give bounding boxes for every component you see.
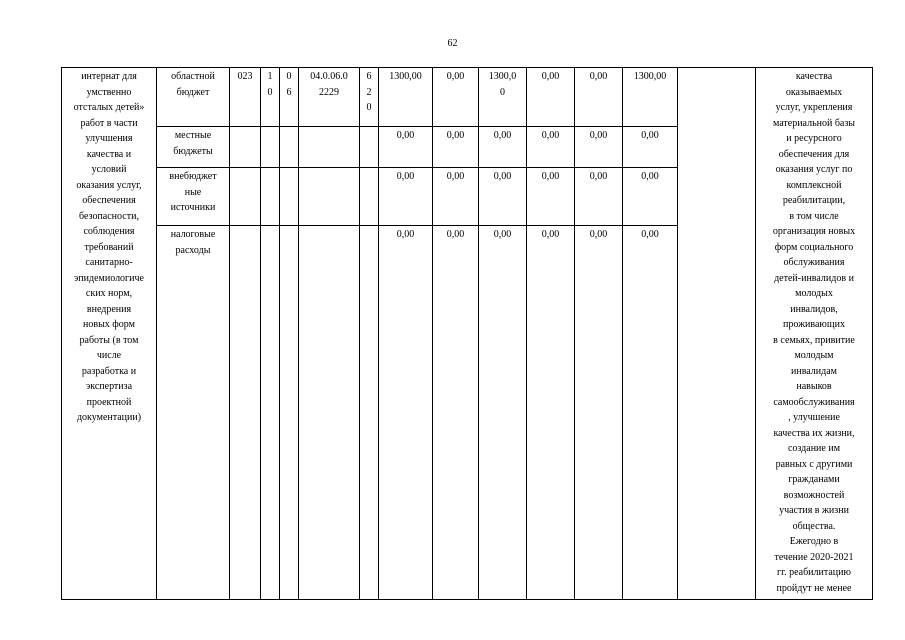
code-csr [299, 226, 360, 600]
amount-year-3: 0,00 [527, 168, 575, 226]
amount-year-5: 0,00 [623, 127, 678, 168]
amount-year-5: 0,00 [623, 168, 678, 226]
code-grbs: 023 [230, 68, 261, 127]
code-grbs [230, 127, 261, 168]
amount-year-4: 0,00 [575, 168, 623, 226]
amount-year-5: 0,00 [623, 226, 678, 600]
amount-year-1: 0,00 [433, 68, 479, 127]
code-rz [261, 168, 280, 226]
funding-source: внебюджет ные источники [157, 168, 230, 226]
amount-year-4: 0,00 [575, 68, 623, 127]
code-grbs [230, 226, 261, 600]
amount-year-4: 0,00 [575, 127, 623, 168]
code-csr [299, 168, 360, 226]
budget-table [61, 67, 873, 600]
amount-year-3: 0,00 [527, 68, 575, 127]
funding-source: налоговые расходы [157, 226, 230, 600]
code-vr [360, 168, 379, 226]
executor-cell [678, 68, 756, 600]
code-grbs [230, 168, 261, 226]
amount-year-5: 1300,00 [623, 68, 678, 127]
amount-total: 0,00 [379, 127, 433, 168]
code-pr [280, 127, 299, 168]
measure-description: интернат для умственно отсталых детей» работ в части улучшения качества и условий оказания услуг, обеспечения безопасности, соблюдения требований санитарно- эпидемиологиче ских норм, внедрения новых форм работы (в том числе разработка и экспертиза проектной документации) [62, 68, 157, 600]
code-vr: 6 2 0 [360, 68, 379, 127]
expected-result: качества оказываемых услуг, укрепления материальной базы и ресурсного обеспечения для оказания услуг по комплексной реабилитации, в том числе организация новых форм социального обслуживания детей-инвалидов и молодых инвалидов, проживающих в семьях, привитие молодым инвалидам навыков самообслуживания , улучшение качества их жизни, создание им равных с другими гражданами возможностей участия в жизни общества. Ежегодно в течение 2020-2021 гг. реабилитацию пройдут не менее [756, 68, 873, 600]
table-row [62, 68, 873, 127]
code-csr [299, 127, 360, 168]
amount-year-1: 0,00 [433, 127, 479, 168]
code-rz [261, 127, 280, 168]
amount-year-3: 0,00 [527, 226, 575, 600]
amount-year-2: 0,00 [479, 226, 527, 600]
code-csr: 04.0.06.0 2229 [299, 68, 360, 127]
code-vr [360, 226, 379, 600]
page-number: 62 [447, 38, 458, 49]
amount-total: 0,00 [379, 168, 433, 226]
code-rz [261, 226, 280, 600]
amount-year-2: 0,00 [479, 127, 527, 168]
amount-year-4: 0,00 [575, 226, 623, 600]
amount-year-1: 0,00 [433, 168, 479, 226]
amount-year-3: 0,00 [527, 127, 575, 168]
amount-total: 0,00 [379, 226, 433, 600]
funding-source: местные бюджеты [157, 127, 230, 168]
code-pr [280, 226, 299, 600]
code-pr [280, 168, 299, 226]
funding-source: областной бюджет [157, 68, 230, 127]
code-rz: 1 0 [261, 68, 280, 127]
amount-year-2: 0,00 [479, 168, 527, 226]
code-vr [360, 127, 379, 168]
amount-total: 1300,00 [379, 68, 433, 127]
code-pr: 0 6 [280, 68, 299, 127]
amount-year-2: 1300,0 0 [479, 68, 527, 127]
amount-year-1: 0,00 [433, 226, 479, 600]
